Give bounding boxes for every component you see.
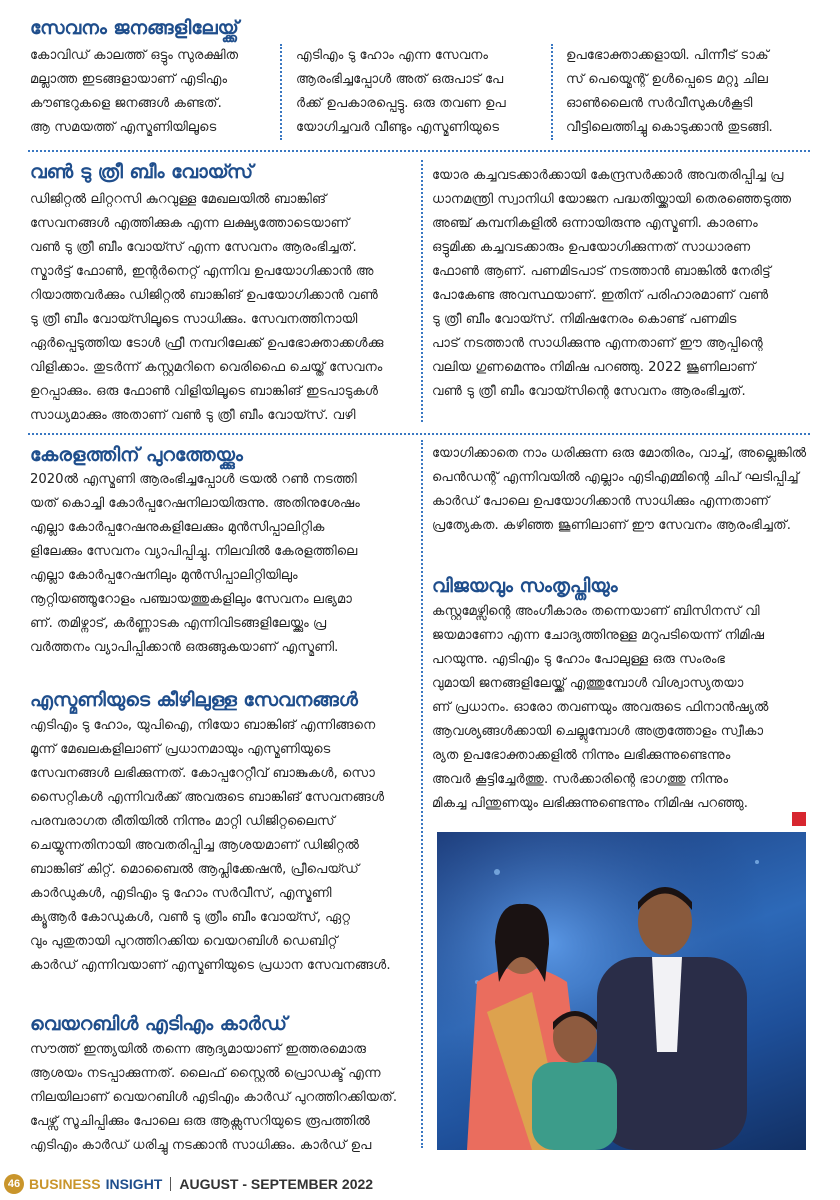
section-divider	[28, 433, 810, 435]
text-line: കസ്റ്റമേഴ്സിന്റെ അംഗീകാരം തന്നെയാണ് ബിസിനസ് വി	[432, 604, 760, 619]
text-line: അവർ കൂട്ടിച്ചേർത്തു. സർക്കാരിന്റെ ഭാഗത്തു നിന്നും	[432, 772, 729, 787]
heading-kerala: കേരളത്തിന് പുറത്തേയ്ക്കും	[30, 444, 243, 466]
text-line: ഉറപ്പാക്കും. ഒരു ഫോൺ വിളിയിലൂടെ ബാങ്കിങ് ഇടപാടുകൾ	[30, 384, 379, 399]
text-line: ആരംഭിച്ചപ്പോൾ അത് ഒരുപാട് പേ	[296, 72, 504, 87]
column-divider	[421, 440, 423, 1148]
section-divider	[28, 150, 810, 152]
footer-separator	[170, 1177, 171, 1191]
text-line: ആവശ്യങ്ങൾക്കായി ചെല്ലുമ്പോൾ അത്രത്തോളം സ്വീകാ	[432, 724, 764, 739]
text-line: പേഴ്സ് സൂചിപ്പിക്കും പോലെ ഒരു ആക്സസറിയുടെ രൂപത്തിൽ	[30, 1114, 371, 1129]
column-divider	[280, 44, 282, 140]
text-line: സ് പെയ്മെന്റ് ഉൾപ്പെടെ മറ്റു ചില	[566, 72, 769, 87]
text-line: ആശയം നടപ്പാക്കുന്നത്. ലൈഫ് സ്റ്റൈൽ പ്രൊഡക്ട് എന്ന	[30, 1066, 381, 1081]
heading-services: എസ്മണിയുടെ കീഴിലുള്ള സേവനങ്ങൾ	[30, 689, 358, 711]
text-line: വുമായി ജനങ്ങളിലേയ്ക്ക് എത്തുമ്പോൾ വിശ്വാസ്യതയാ	[432, 676, 744, 691]
end-mark-square	[792, 812, 806, 826]
services-text	[30, 714, 408, 978]
wearable-intro-text	[432, 442, 810, 538]
text-line: സൗത്ത് ഇന്ത്യയിൽ തന്നെ ആദ്യമായാണ് ഇത്തരമൊരു	[30, 1042, 367, 1057]
text-line: സാധ്യമാക്കും അതാണ് വൺ ടു ത്രീ ബീം വോയ്സ്. വഴി	[30, 408, 356, 423]
text-line: സേവനങ്ങൾ ലഭിക്കുന്നത്. കോപ്പറേറ്റീവ് ബാങ്കുകൾ, സൊ	[30, 766, 375, 781]
beam-voice-right	[432, 164, 810, 404]
text-line: എടിഎം ടു ഹോം, യുപിഐ, നിയോ ബാങ്കിങ് എന്നിങ്ങനെ	[30, 718, 376, 733]
text-line: കാർഡ് പോലെ ഉപയോഗിക്കാൻ സാധിക്കും എന്നതാണ്	[432, 494, 770, 509]
text-line: ഓൺലൈൻ സർവീസുകൾകൂടി	[566, 96, 753, 111]
text-line: പാട് നടത്താൻ സാധിക്കുന്നു എന്നതാണ് ഈ ആപ്പിന്റെ	[432, 336, 763, 351]
text-line: ര്യത ഉപഭോക്താക്കളിൽ നിന്നും ലഭിക്കുന്നുണ്ടെന്നും	[432, 748, 731, 763]
text-line: എടിഎം ടു ഹോം എന്ന സേവനം	[296, 48, 489, 63]
text-line: ഫോൺ ആണ്. പണമിടപാട് നടത്താൻ ബാങ്കിൽ നേരിട്ട്	[432, 264, 771, 279]
text-line: വൺ ടു ത്രീ ബീം വോയ്സ് എന്ന സേവനം ആരംഭിച്ചത്.	[30, 240, 357, 255]
text-line: ഉപഭോക്താക്കളായി. പിന്നീട് ടാക്	[566, 48, 769, 63]
text-line: യോര കച്ചവടക്കാർക്കായി കേന്ദ്രസർക്കാർ അവതരിപ്പിച്ച പ്ര	[432, 168, 784, 183]
kerala-text	[30, 468, 408, 660]
text-line: കാർഡ് എന്നിവയാണ് എസ്മണിയുടെ പ്രധാന സേവനങ്ങൾ.	[30, 958, 391, 973]
text-line: വിളിക്കാം. തുടർന്ന് കസ്റ്റമറിനെ വെരിഫൈ ചെയ്ത് സേവനം	[30, 360, 383, 375]
text-line: മല്ലാത്ത ഇടങ്ങളായാണ് എടിഎം	[30, 72, 228, 87]
issue-date: AUGUST - SEPTEMBER 2022	[179, 1176, 374, 1192]
text-line: പരമ്പരാഗത രീതിയിൽ നിന്നും മാറ്റി ഡിജിറ്റലൈസ്	[30, 814, 335, 829]
text-line: വീട്ടിലെത്തിച്ചു കൊടുക്കാൻ തുടങ്ങി.	[566, 120, 773, 135]
family-photo	[437, 832, 806, 1150]
text-line: ആ സമയത്ത് എസ്മണിയിലൂടെ	[30, 120, 217, 135]
text-line: കൗണ്ടറുകളെ ജനങ്ങൾ കണ്ടത്.	[30, 96, 222, 111]
text-line: വൺ ടു ത്രീ ബീം വോയ്സിന്റെ സേവനം ആരംഭിച്ചത്.	[432, 384, 746, 399]
brand-insight: INSIGHT	[105, 1176, 163, 1192]
text-line: വർത്തനം വ്യാപിപ്പിക്കാൻ ഒരുങ്ങുകയാണ് എസ്മണി.	[30, 640, 339, 655]
column-divider	[551, 44, 553, 140]
sevanam-col1	[30, 44, 266, 140]
text-line: ഒട്ടുമിക്ക കച്ചവടക്കാരും ഉപയോഗിക്കുന്നത് സാധാരണ	[432, 240, 751, 255]
text-line: ചെയ്യുന്നതിനായി അവതരിപ്പിച്ച ആശയമാണ് ഡിജിറ്റൽ	[30, 838, 360, 853]
text-line: മികച്ച പിന്തുണയും ലഭിക്കുന്നുണ്ടെന്നും നിമിഷ പറഞ്ഞു.	[432, 796, 748, 811]
column-divider	[421, 160, 423, 422]
text-line: ധാനമന്ത്രി സ്വാനിധി യോജന പദ്ധതിയ്ക്കായി തെരഞ്ഞെടുത്ത	[432, 192, 792, 207]
text-line: പെൻഡന്റ് എന്നിവയിൽ എല്ലാം എടിഎമ്മിന്റെ ചിപ് ഘടിപ്പിച്ച്	[432, 470, 799, 485]
text-line: എടിഎം കാർഡ് ധരിച്ചു നടക്കാൻ സാധിക്കും. കാർഡ് ഉപ	[30, 1138, 372, 1153]
text-line: ണ്. തമിഴ്നാട്, കർണ്ണാടക എന്നിവിടങ്ങളിലേയ്ക്കും പ്ര	[30, 616, 327, 631]
text-line: പ്രത്യേകത. കഴിഞ്ഞ ജൂണിലാണ് ഈ സേവനം ആരംഭിച്ചത്.	[432, 518, 791, 533]
sevanam-col2	[296, 44, 540, 140]
text-line: എല്ലാ കോർപ്പറേഷനുകളിലേക്കും മുൻസിപ്പാലിറ്റിക	[30, 520, 325, 535]
text-line: 2020ൽ എസ്മണി ആരംഭിച്ചപ്പോൾ ട്രയൽ റൺ നടത്തി	[30, 472, 357, 487]
text-line: ളിലേക്കും സേവനം വ്യാപിപ്പിച്ചു. നിലവിൽ കേരളത്തിലെ	[30, 544, 358, 559]
heading-beam-voice: വൺ ടു ത്രീ ബീം വോയ്സ്	[30, 161, 254, 183]
text-line: സേവനങ്ങൾ എത്തിക്കുക എന്ന ലക്ഷ്യത്തോടെയാണ്	[30, 216, 350, 231]
text-line: ർക്ക് ഉപകാരപ്പെട്ടു. ഒരു തവണ ഉപ	[296, 96, 506, 111]
text-line: സ്മാർട്ട് ഫോൺ, ഇന്റർനെറ്റ് എന്നിവ ഉപയോഗിക്കാൻ അ	[30, 264, 374, 279]
text-line: ക്യൂആർ കോഡുകൾ, വൺ ടു ത്രീം ബീം വോയ്സ്, ഏറ്റ	[30, 910, 351, 925]
text-line: ടു ത്രീ ബീം വോയ്സിലൂടെ സാധിക്കും. സേവനത്തിനായി	[30, 312, 358, 327]
text-line: ജയമാണോ എന്ന ചോദ്യത്തിനുള്ള മറുപടിയെന്ന് നിമിഷ	[432, 628, 765, 643]
text-line: വും പുതുതായി പുറത്തിറക്കിയ വെയറബിൾ ഡെബിറ്റ്	[30, 934, 338, 949]
text-line: റിയാത്തവർക്കും ഡിജിറ്റൽ ബാങ്കിങ് ഉപയോഗിക്കാൻ വൺ	[30, 288, 379, 303]
family-photo-icon	[437, 832, 806, 1150]
brand-business: BUSINESS	[29, 1176, 101, 1192]
text-line: യോഗിക്കാതെ നാം ധരിക്കുന്ന ഒരു മോതിരം, വാച്ച്, അല്ലെങ്കിൽ	[432, 446, 807, 461]
text-line: പറയുന്നു. എടിഎം ടു ഹോം പോലുള്ള ഒരു സംരംഭ	[432, 652, 726, 667]
text-line: ണ് പ്രധാനം. ഓരോ തവണയും അവരുടെ ഫിനാൻഷ്യൽ	[432, 700, 769, 715]
text-line: പോകേണ്ട അവസ്ഥയാണ്. ഇതിന് പരിഹാരമാണ് വൺ	[432, 288, 769, 303]
text-line: എല്ലാ കോർപ്പറേഷനിലും മുൻസിപ്പാലിറ്റിയിലും	[30, 568, 298, 583]
beam-voice-left	[30, 188, 410, 428]
sevanam-col3	[566, 44, 810, 140]
text-line: മൂന്ന് മേഖലകളിലാണ് പ്രധാനമായും എസ്മണിയുടെ	[30, 742, 331, 757]
text-line: യത് കൊച്ചി കോർപ്പറേഷനിലായിരുന്നു. അതിനുശേഷം	[30, 496, 360, 511]
text-line: നിലയിലാണ് വെയറബിൾ എടിഎം കാർഡ് പുറത്തിറക്കിയത്.	[30, 1090, 398, 1105]
text-line: ടു ത്രീ ബീം വോയ്സ്. നിമിഷനേരം കൊണ്ട് പണമിട	[432, 312, 737, 327]
heading-wearable: വെയറബിൾ എടിഎം കാർഡ്	[30, 1013, 288, 1035]
wearable-text	[30, 1038, 408, 1158]
text-line: ബാങ്കിങ് കിറ്റ്. മൊബൈൽ ആപ്ലിക്കേഷൻ, പ്രീപെയ്ഡ്	[30, 862, 360, 877]
text-line: കാർഡുകൾ, എടിഎം ടു ഹോം സർവീസ്, എസ്മണി	[30, 886, 332, 901]
text-line: നൂറ്റിയഞ്ഞൂറോളം പഞ്ചായത്തുകളിലും സേവനം ലഭ്യമാ	[30, 592, 352, 607]
text-line: വലിയ ഗുണമെന്നും നിമിഷ പറഞ്ഞു. 2022 ജൂണിലാണ്	[432, 360, 756, 375]
text-line: ഏർപ്പെടുത്തിയ ടോൾ ഫ്രീ നമ്പറിലേക്ക് ഉപഭോക്താക്കൾക്കു	[30, 336, 384, 351]
text-line: സൈറ്റികൾ എന്നിവർക്ക് അവരുടെ ബാങ്കിങ് സേവനങ്ങൾ	[30, 790, 385, 805]
text-line: അഞ്ച് കമ്പനികളിൽ ഒന്നായിരുന്നു എസ്മണി. കാരണം	[432, 216, 758, 231]
page-footer	[0, 1168, 840, 1200]
heading-sevanam: സേവനം ജനങ്ങളിലേയ്ക്ക്	[30, 17, 239, 39]
text-line: ഡിജിറ്റൽ ലിറ്ററസി കുറവുള്ള മേഖലയിൽ ബാങ്കിങ്	[30, 192, 327, 207]
text-line: കോവിഡ് കാലത്ത് ഒട്ടും സുരക്ഷിത	[30, 48, 239, 63]
heading-vijayam: വിജയവും സംതൃപ്തിയും	[432, 575, 618, 597]
vijayam-text	[432, 600, 810, 816]
page-number: 46	[4, 1174, 24, 1194]
text-line: യോഗിച്ചവർ വീണ്ടും എസ്മണിയുടെ	[296, 120, 500, 135]
